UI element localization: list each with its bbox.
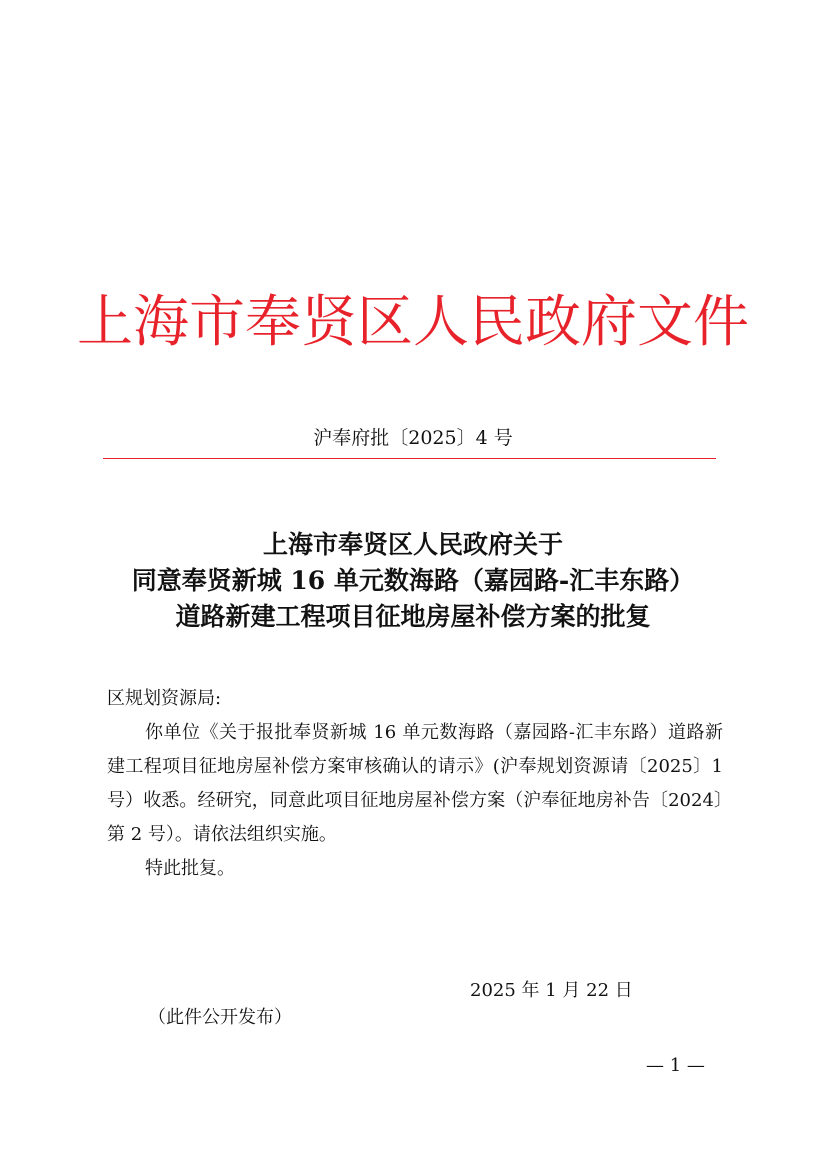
issue-date: 2025 年 1 月 22 日 — [470, 980, 633, 1001]
closing-line: 特此批复。 — [145, 858, 235, 879]
title-line-3: 道路新建工程项目征地房屋补偿方案的批复 — [175, 602, 651, 631]
main-paragraph: 你单位《关于报批奉贤新城 16 单元数海路（嘉园路-汇丰东路）道路新建工程项目征地房屋补偿方案审核确认的请示》(沪奉规划资源请〔2025〕1 号）收悉。经研究，同意此项目征地房屋补偿方案（沪奉征地房补告〔2024〕第 2 号）。请依法组织实施。 — [107, 722, 723, 845]
document-number: 沪奉府批〔2025〕4 号 — [313, 427, 513, 449]
document-body — [107, 682, 723, 886]
masthead-title: 上海市奉贤区人民政府文件 — [77, 290, 749, 355]
title-line-2: 同意奉贤新城 16 单元数海路（嘉园路-汇丰东路） — [131, 566, 695, 595]
addressee: 区规划资源局: — [107, 688, 222, 709]
publication-note: （此件公开发布） — [148, 1007, 292, 1028]
page-number: — 1 — — [646, 1055, 705, 1076]
title-line-1: 上海市奉贤区人民政府关于 — [262, 530, 563, 559]
red-separator-line — [103, 458, 716, 459]
document-title — [0, 527, 826, 635]
